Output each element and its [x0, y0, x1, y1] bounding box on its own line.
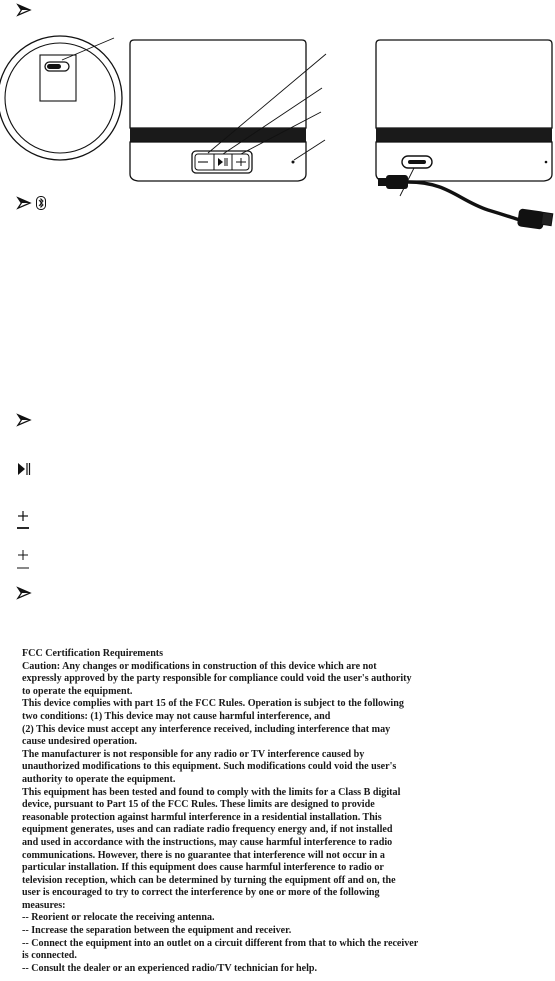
- arrow-bullet-icon: [17, 196, 31, 210]
- fcc-line: is connected.: [22, 950, 77, 962]
- play-pause-icon: [17, 462, 31, 476]
- speaker-back-view-diagram: [374, 36, 554, 186]
- fcc-line: two conditions: (1) This device may not cause harmful interference, and: [22, 710, 331, 722]
- fcc-line: The manufacturer is not responsible for any radio or TV interference caused by: [22, 748, 365, 760]
- speaker-front-view-diagram: [128, 36, 338, 186]
- fcc-line: unauthorized modifications to this equipment. Such modifications could void the user's: [22, 761, 397, 773]
- fcc-line: device, pursuant to Part 15 of the FCC Rules. These limits are designed to provide: [22, 799, 375, 811]
- fcc-line: reasonable protection against harmful interference in a residential installation. This: [22, 811, 382, 823]
- fcc-line: -- Consult the dealer or an experienced radio/TV technician for help.: [22, 962, 318, 974]
- fcc-certification-text: [22, 648, 542, 975]
- volume-up-icon: [16, 510, 30, 532]
- speaker-bottom-view-diagram: [0, 30, 130, 170]
- fcc-line: communications. However, there is no guarantee that interference will not occur in a: [22, 849, 385, 861]
- fcc-line: user is encouraged to try to correct the interference by one or more of the following: [22, 887, 380, 899]
- fcc-line: television reception, which can be determined by turning the equipment off and on, the: [22, 874, 396, 886]
- volume-down-icon: [16, 549, 30, 571]
- fcc-line: Caution: Any changes or modifications in construction of this device which are not: [22, 660, 377, 672]
- fcc-line: to operate the equipment.: [22, 685, 133, 697]
- fcc-line: particular installation. If this equipment does cause harmful interference to radio or: [22, 862, 384, 874]
- arrow-bullet-icon: [17, 413, 31, 427]
- fcc-line: This equipment has been tested and found to comply with the limits for a Class B digital: [22, 786, 401, 798]
- fcc-line: -- Reorient or relocate the receiving antenna.: [22, 912, 215, 924]
- fcc-heading: FCC Certification Requirements: [22, 648, 164, 659]
- fcc-line: -- Increase the separation between the equipment and receiver.: [22, 925, 292, 937]
- bluetooth-icon: [36, 196, 46, 210]
- fcc-line: equipment generates, uses and can radiate radio frequency energy and, if not installed: [22, 824, 393, 836]
- arrow-bullet-icon: [17, 586, 31, 600]
- fcc-line: authority to operate the equipment.: [22, 773, 176, 785]
- fcc-line: cause undesired operation.: [22, 736, 138, 748]
- fcc-line: -- Connect the equipment into an outlet on a circuit different from that to which the receiver: [22, 937, 419, 949]
- fcc-line: expressly approved by the party responsible for compliance could void the user's authority: [22, 673, 412, 685]
- usb-cable-diagram: [378, 170, 553, 240]
- fcc-line: measures:: [22, 899, 66, 911]
- fcc-line: This device complies with part 15 of the FCC Rules. Operation is subject to the following: [22, 698, 404, 710]
- arrow-bullet-icon: [17, 3, 31, 17]
- fcc-line: and used in accordance with the instructions, may cause harmful interference to radio: [22, 836, 393, 848]
- fcc-line: (2) This device must accept any interference received, including interference that may: [22, 723, 391, 735]
